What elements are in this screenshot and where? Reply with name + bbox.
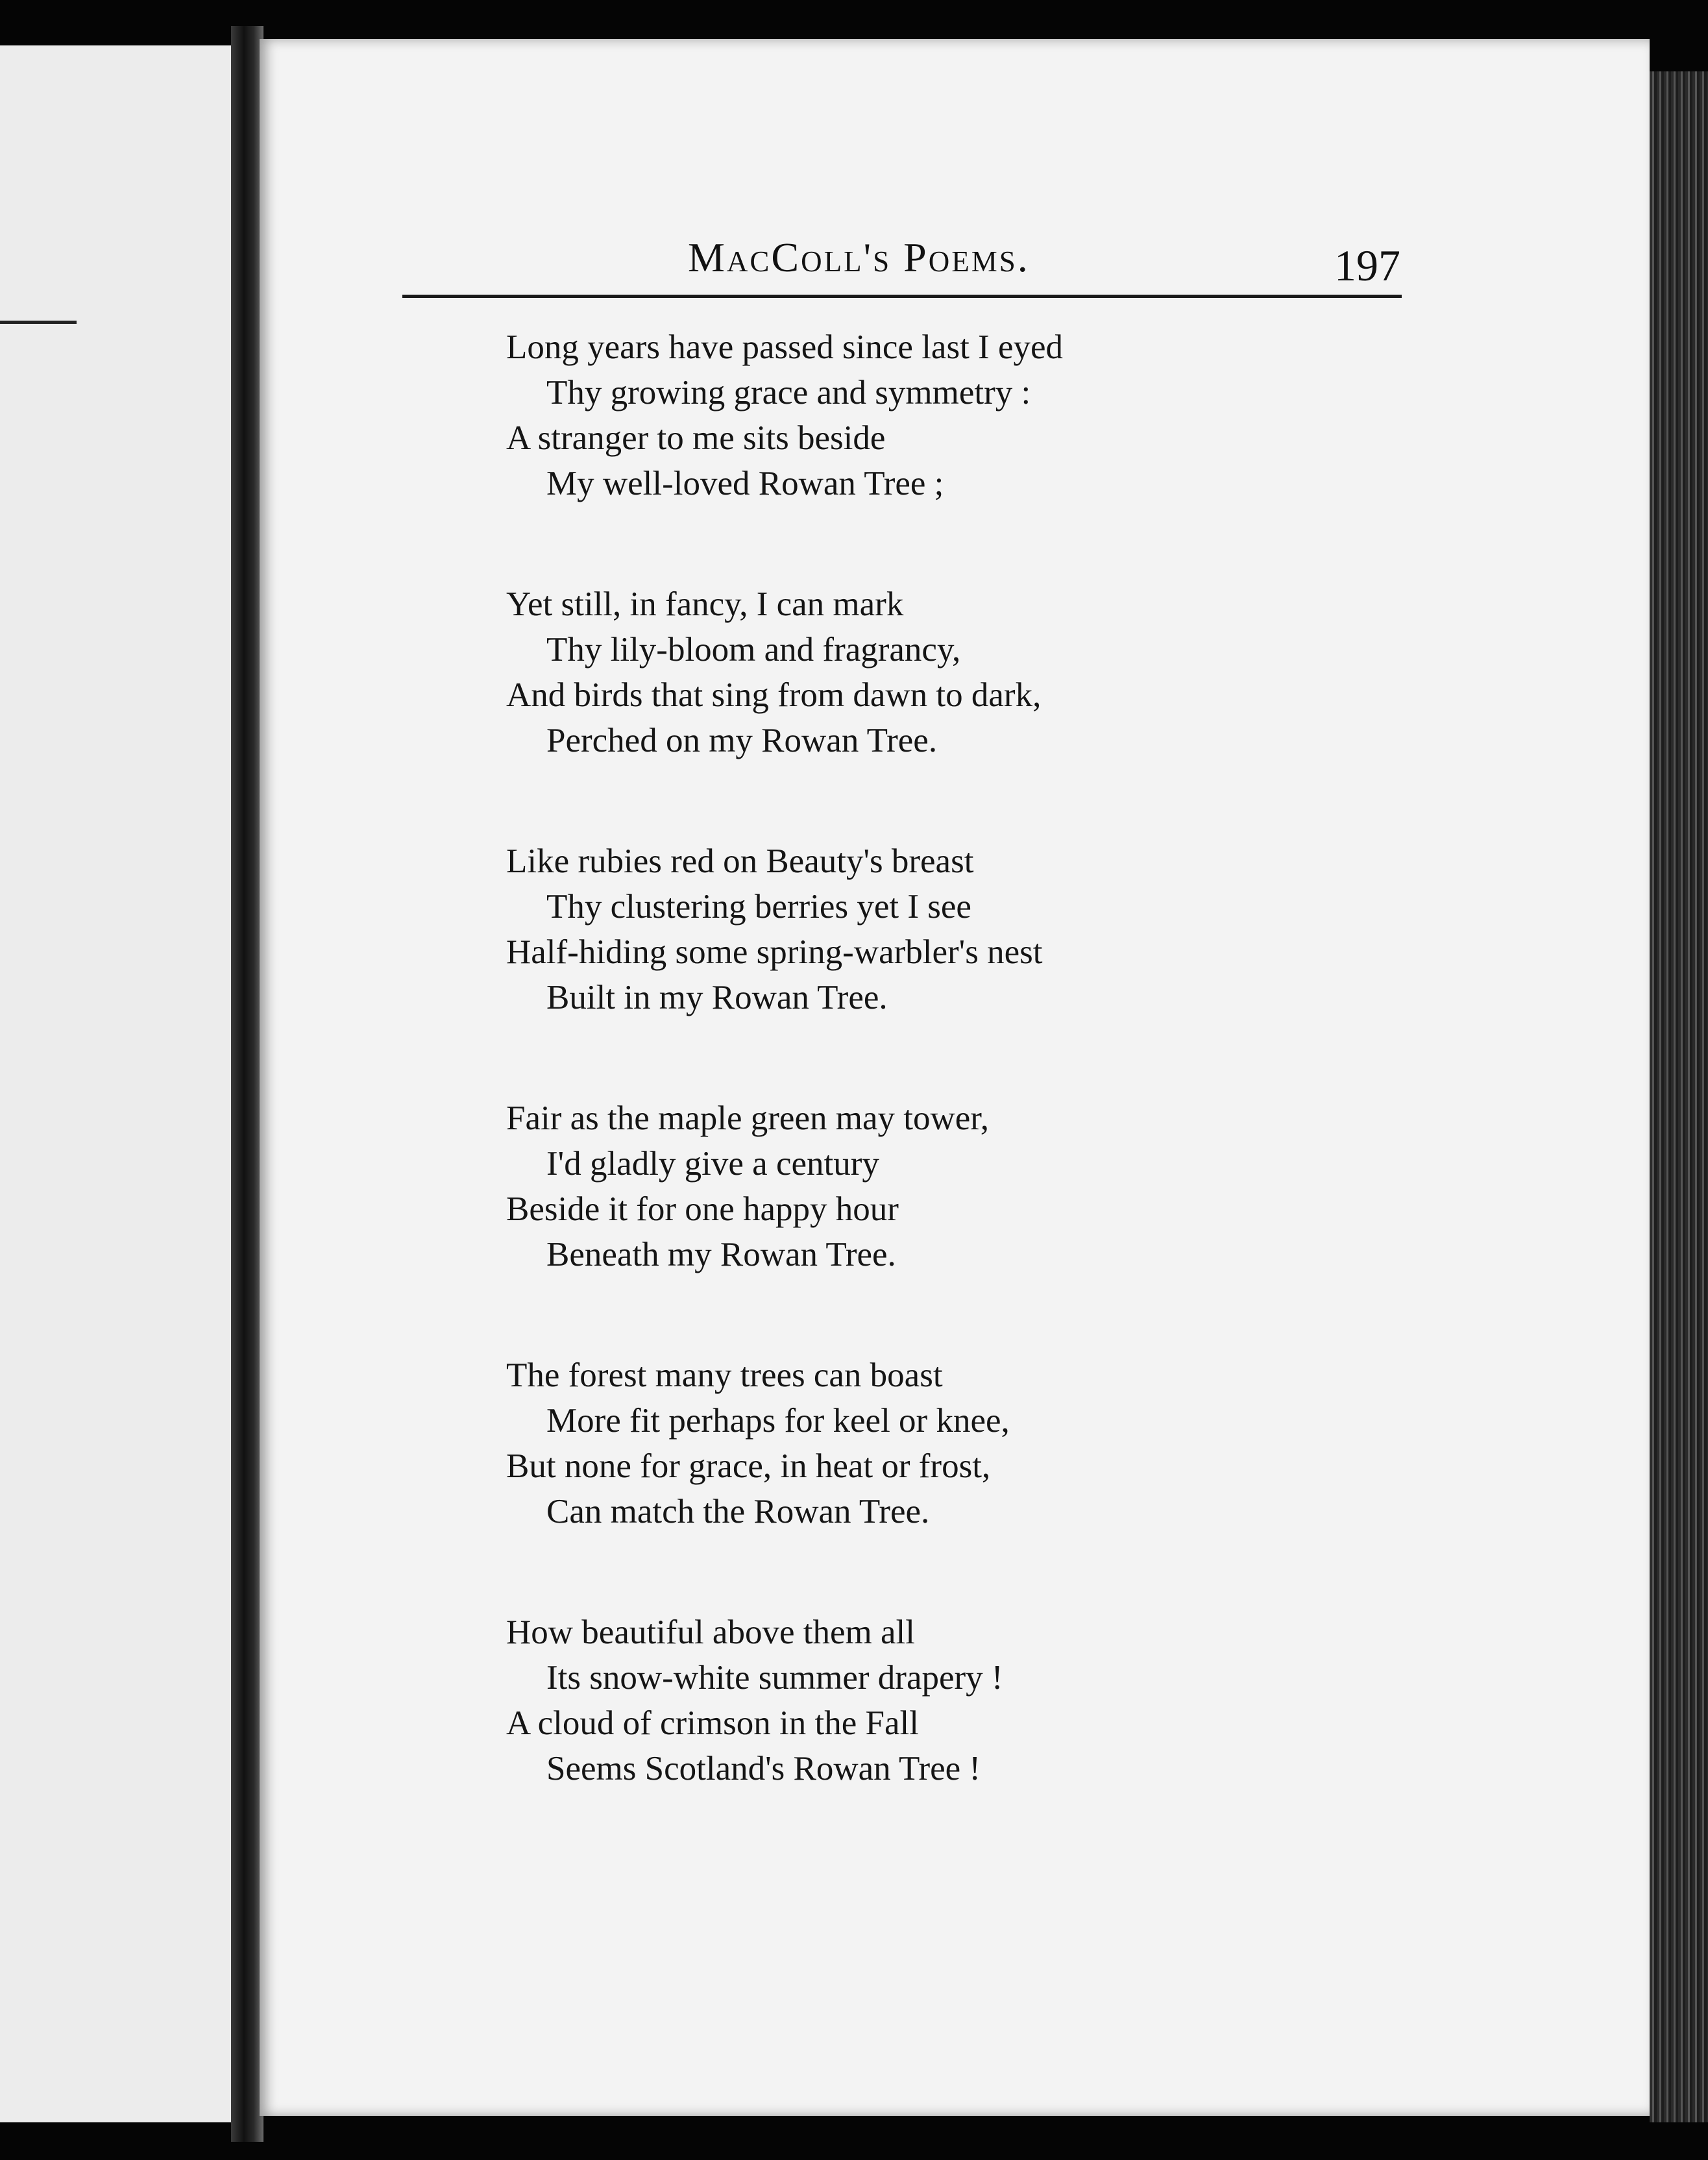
header-rule: [402, 295, 1402, 298]
poem-line: Perched on my Rowan Tree.: [546, 722, 938, 759]
poem-line: Can match the Rowan Tree.: [546, 1493, 930, 1530]
poem: [506, 325, 1285, 1867]
poem-line: Thy lily-bloom and fragrancy,: [546, 631, 961, 669]
poem-line: Fair as the maple green may tower,: [506, 1099, 990, 1137]
running-head: [402, 214, 1402, 299]
poem-line: And birds that sing from dawn to dark,: [506, 676, 1042, 714]
poem-line: More fit perhaps for keel or knee,: [546, 1402, 1010, 1440]
poem-line: Long years have passed since last I eyed: [506, 328, 1063, 366]
poem-line: Its snow-white summer drapery !: [546, 1659, 1003, 1697]
running-head-title: MacColl's Poems.: [688, 234, 1030, 280]
stanza: [506, 325, 1285, 506]
poem-line: How beautiful above them all: [506, 1614, 915, 1651]
poem-line: The forest many trees can boast: [506, 1356, 943, 1394]
stanza: [506, 1096, 1285, 1277]
poem-line: Seems Scotland's Rowan Tree !: [546, 1750, 981, 1787]
poem-line: My well-loved Rowan Tree ;: [546, 465, 944, 502]
poem-line: Yet still, in fancy, I can mark: [506, 585, 904, 623]
poem-line: I'd gladly give a century: [546, 1145, 879, 1183]
poem-line: Beneath my Rowan Tree.: [546, 1236, 896, 1273]
poem-line: Half-hiding some spring-warbler's nest: [506, 933, 1043, 971]
page-block-edge: [1650, 71, 1708, 2122]
poem-line: A cloud of crimson in the Fall: [506, 1704, 919, 1742]
book-gutter: [231, 26, 263, 2142]
poem-line: Thy growing grace and symmetry :: [546, 374, 1031, 411]
poem-line: A stranger to me sits beside: [506, 419, 886, 457]
poem-line: Like rubies red on Beauty's breast: [506, 842, 974, 880]
previous-page-rule: [0, 321, 77, 324]
page-number: 197: [1334, 241, 1400, 290]
stanza: [506, 582, 1285, 763]
stanza: [506, 839, 1285, 1020]
previous-page-edge: [0, 45, 245, 2122]
stanza: [506, 1353, 1285, 1534]
poem-line: Beside it for one happy hour: [506, 1190, 899, 1228]
poem-line: Thy clustering berries yet I see: [546, 888, 971, 926]
poem-line: But none for grace, in heat or frost,: [506, 1447, 991, 1485]
poem-line: Built in my Rowan Tree.: [546, 979, 888, 1016]
stanza: [506, 1610, 1285, 1791]
